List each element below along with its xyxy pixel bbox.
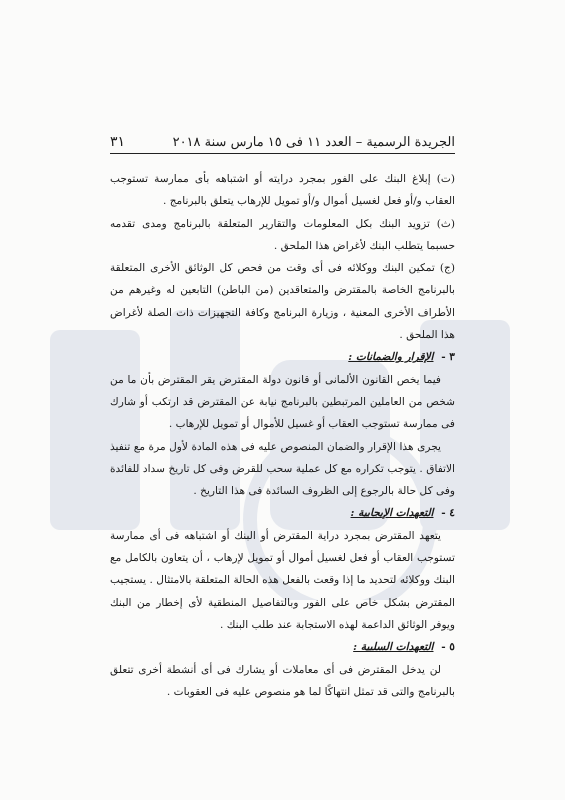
section-number-3: ٣ - [441, 351, 455, 364]
section-title-5: التعهدات السلبية : [353, 641, 434, 654]
item-j: (ج) تمكين البنك ووكلائه فى أى وقت من فحص كل الوثائق الأخرى المتعلقة بالبرنامج الخاصة بالمقترض والمتعاقدين (من الباطن) التابعين له وغيرهم من الأطراف الأخرى المعنية ، وزيارة البرنامج وكافة التجهيزات ذات الصلة لأغراض هذا الملحق . [110, 262, 455, 342]
page-number: ٣١ [110, 134, 126, 150]
section-number-5: ٥ - [441, 641, 455, 654]
page-header [110, 128, 455, 154]
section-3-paragraph-2: يجرى هذا الإقرار والضمان المنصوص عليه فى هذه المادة لأول مرة مع تنفيذ الاتفاق . يتوجب تكراره مع كل عملية سحب للقرض وفى كل تاريخ سداد للفائدة وفى كل حالة بالرجوع إلى الظروف السائدة فى هذا التاريخ . [110, 440, 455, 498]
document-body [110, 168, 455, 703]
section-title-3: الإقرار والضمانات : [348, 351, 434, 364]
section-heading-3 [110, 346, 455, 368]
section-title-4: التعهدات الإيجابية : [350, 507, 434, 520]
header-title: الجريدة الرسمية – العدد ١١ فى ١٥ مارس سنة ٢٠١٨ [172, 135, 455, 150]
section-5-paragraph-1: لن يدخل المقترض فى أى معاملات أو يشارك فى أى أنشطة أخرى تتعلق بالبرنامج والتى قد تمثل انتهاكًا لما هو منصوص عليه فى العقوبات . [110, 663, 455, 698]
section-heading-5 [110, 636, 455, 658]
section-3-paragraph-1: فيما يخص القانون الألمانى أو قانون دولة المقترض يقر المقترض بأن ما من شخص من العاملين المرتبطين بالبرنامج نيابة عن المقترض قد ارتكب أو شارك فى ممارسة تستوجب العقاب أو غسيل للأموال أو تمويل للإرهاب . [110, 373, 455, 431]
section-number-4: ٤ - [441, 507, 455, 520]
section-4-paragraph-1: يتعهد المقترض بمجرد دراية المقترض أو البنك أو اشتباهه فى أى ممارسة تستوجب العقاب أو فعل لغسيل أموال أو تمويل لإرهاب ، أن يتعاون بالكامل مع البنك ووكلائه لتحديد ما إذا وقعت بالفعل هذه الحالة المتعلقة بالامتثال . يستجيب المقترض بشكل خاص على الفور وبالتفاصيل المنطقية لأى إخطار من البنك ويوفر الوثائق الداعمة لهذه الاستجابة عند طلب البنك . [110, 529, 455, 631]
item-t: (ت) إبلاغ البنك على الفور بمجرد درايته أو اشتباهه بأى ممارسة تستوجب العقاب و/أو فعل لغسيل أموال و/أو تمويل للإرهاب يتعلق بالبرنامج . [110, 173, 455, 208]
item-th: (ث) تزويد البنك بكل المعلومات والتقارير المتعلقة بالبرنامج ومدى تقدمه حسبما يتطلب البنك لأغراض هذا الملحق . [110, 217, 455, 252]
section-heading-4 [110, 502, 455, 524]
